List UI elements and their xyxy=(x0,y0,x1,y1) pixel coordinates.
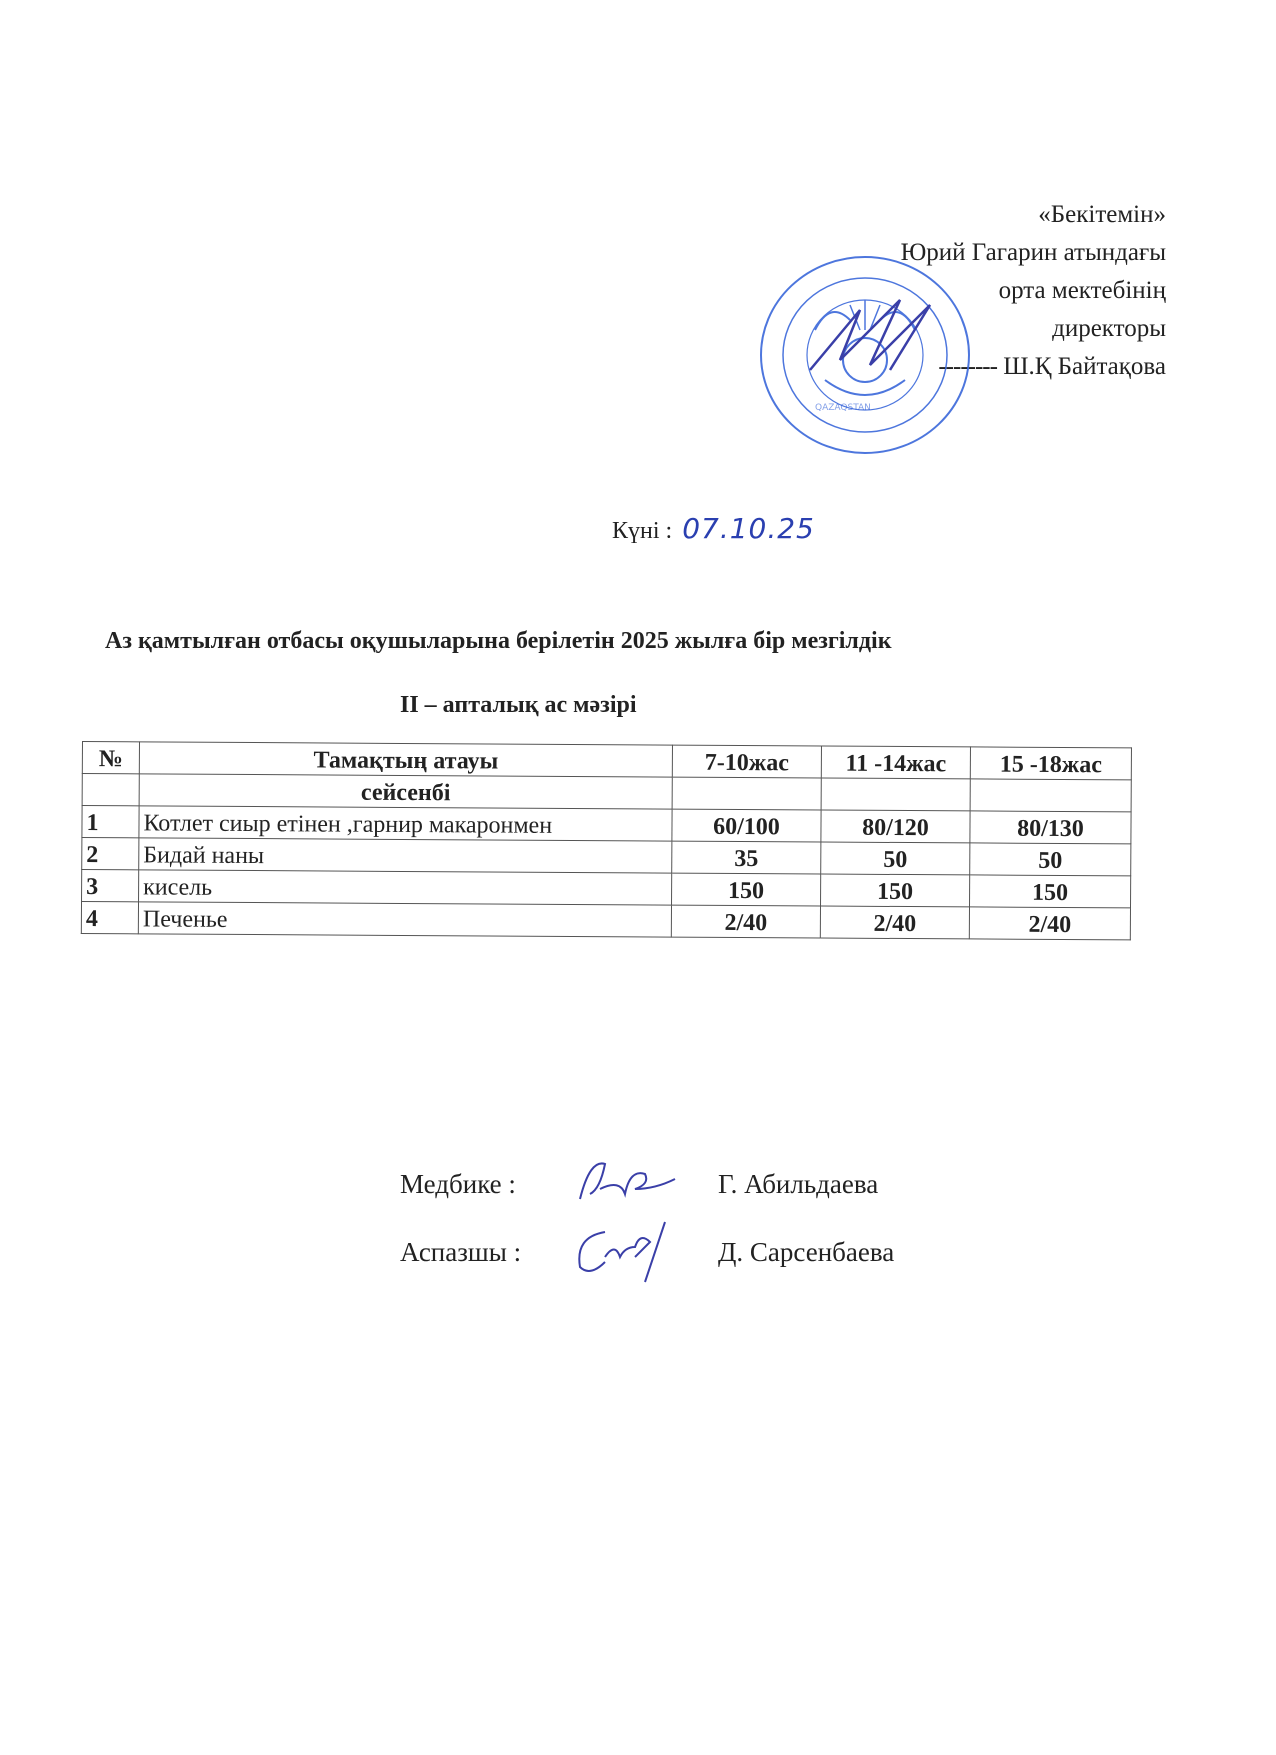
header-dish-name: Тамақтың атауы xyxy=(139,742,672,777)
dish-name: Печенье xyxy=(138,902,671,937)
cook-signature xyxy=(560,1217,710,1287)
portion-11-14: 50 xyxy=(821,842,970,875)
row-number: 4 xyxy=(81,902,138,934)
row-number: 2 xyxy=(82,838,139,870)
menu-table xyxy=(81,741,1132,940)
signature-name: Д. Сарсенбаева xyxy=(718,1237,895,1267)
date-line xyxy=(612,512,815,545)
nurse-signature xyxy=(560,1149,710,1219)
table-row xyxy=(81,902,1130,940)
svg-text:QAZAQSTAN: QAZAQSTAN xyxy=(815,403,871,413)
approval-heading: «Бекітемін» xyxy=(1038,201,1166,228)
portion-11-14: 2/40 xyxy=(820,906,969,939)
signature-name: Г. Абильдаева xyxy=(718,1169,879,1199)
dish-name: кисель xyxy=(139,870,672,905)
portion-11-14: 150 xyxy=(821,874,970,907)
approval-line-1: Юрий Гагарин атындағы xyxy=(900,239,1166,266)
document-title: Аз қамтылған отбасы оқушыларына берілетін 2025 жылға бір мезгілдік xyxy=(105,628,892,654)
header-number: № xyxy=(82,742,139,774)
document-subtitle: ІІ – апталық ас мәзірі xyxy=(400,692,637,718)
approval-signer: -------- Ш.Қ Байтақова xyxy=(938,353,1166,380)
signature-role: Медбике : xyxy=(400,1169,516,1199)
portion-7-10: 2/40 xyxy=(671,905,820,938)
signature-role: Аспазшы : xyxy=(400,1237,522,1267)
signature-row-cook xyxy=(400,1218,894,1286)
portion-15-18: 150 xyxy=(970,875,1131,908)
dish-name: Бидай наны xyxy=(139,838,672,873)
portion-7-10: 60/100 xyxy=(672,809,821,842)
signature-row-nurse xyxy=(400,1150,894,1218)
portion-11-14: 80/120 xyxy=(821,810,970,843)
row-number: 3 xyxy=(82,870,139,902)
header-age-11-14: 11 -14жас xyxy=(821,746,970,779)
portion-15-18: 50 xyxy=(970,843,1131,876)
approval-line-3: директоры xyxy=(1052,315,1166,342)
row-number: 1 xyxy=(82,806,139,838)
portion-15-18: 80/130 xyxy=(970,811,1131,844)
date-label: Күні : xyxy=(612,518,673,544)
portion-7-10: 150 xyxy=(672,873,821,906)
dish-name: Котлет сиыр етінен ,гарнир макаронмен xyxy=(139,806,672,841)
date-value: 07.10.25 xyxy=(682,512,815,545)
approval-line-2: орта мектебінің xyxy=(998,277,1166,304)
signatures-block xyxy=(400,1150,894,1286)
portion-15-18: 2/40 xyxy=(969,907,1130,940)
day-label: сейсенбі xyxy=(139,774,672,809)
portion-7-10: 35 xyxy=(672,841,821,874)
header-age-15-18: 15 -18жас xyxy=(970,747,1131,780)
director-signature xyxy=(800,290,1000,410)
header-age-7-10: 7-10жас xyxy=(672,745,821,778)
signer-name: Ш.Қ Байтақова xyxy=(1003,353,1166,380)
